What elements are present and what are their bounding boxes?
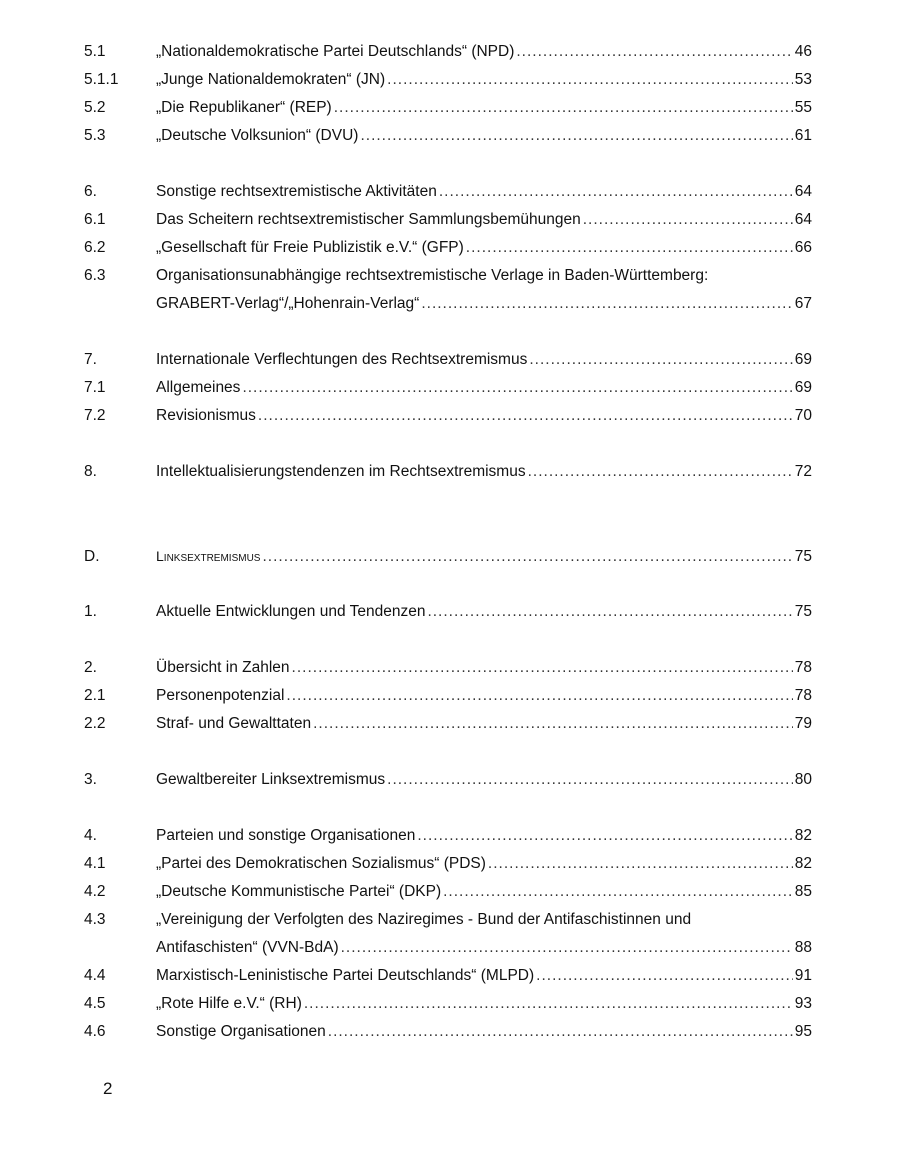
entry-title: Marxistisch-Leninistische Partei Deutschlands“ (MLPD) <box>156 967 535 984</box>
dot-leader <box>528 458 793 486</box>
entry-title: „Deutsche Kommunistische Partei“ (DKP) <box>156 883 442 900</box>
dot-leader <box>427 598 792 626</box>
toc-entry[interactable] <box>84 374 812 402</box>
entry-number: 4. <box>84 827 97 844</box>
chapter-title: Linksextremismus <box>156 548 261 564</box>
dot-leader <box>529 346 792 374</box>
entry-page: 75 <box>794 548 812 565</box>
entry-title: Organisationsunabhängige rechtsextremistische Verlage in Baden-Württemberg: <box>156 267 709 284</box>
entry-title: „Nationaldemokratische Partei Deutschlands“ (NPD) <box>156 43 515 60</box>
entry-title: Sonstige Organisationen <box>156 1023 326 1040</box>
entry-number: 4.5 <box>84 995 106 1012</box>
entry-title: „Vereinigung der Verfolgten des Naziregimes - Bund der Antifaschistinnen und <box>156 911 692 928</box>
entry-number: 8. <box>84 463 97 480</box>
toc-entry[interactable] <box>84 402 812 430</box>
toc-entry[interactable] <box>84 1018 812 1046</box>
entry-number: 4.1 <box>84 855 106 872</box>
page-number: 2 <box>103 1079 113 1098</box>
entry-page: 69 <box>794 379 812 396</box>
entry-page: 88 <box>794 939 812 956</box>
toc-entry[interactable] <box>84 234 812 262</box>
dot-leader <box>341 934 793 962</box>
entry-page: 93 <box>794 995 812 1012</box>
toc-entry[interactable] <box>84 682 812 710</box>
entry-number: 4.6 <box>84 1023 106 1040</box>
entry-title: Übersicht in Zahlen <box>156 659 290 676</box>
toc-entry-continuation[interactable] <box>84 934 812 962</box>
dot-leader <box>466 234 793 262</box>
entry-title: Parteien und sonstige Organisationen <box>156 827 416 844</box>
entry-page: 46 <box>794 43 812 60</box>
entry-page: 78 <box>794 687 812 704</box>
entry-title-cont: GRABERT-Verlag“/„Hohenrain-Verlag“ <box>156 295 420 312</box>
toc-entry[interactable] <box>84 262 812 290</box>
dot-leader <box>258 402 793 430</box>
dot-leader <box>328 1018 793 1046</box>
entry-page: 75 <box>794 603 812 620</box>
entry-page: 69 <box>794 351 812 368</box>
entry-page: 61 <box>794 127 812 144</box>
entry-number: 6.1 <box>84 211 106 228</box>
entry-title: „Deutsche Volksunion“ (DVU) <box>156 127 359 144</box>
toc-entry[interactable] <box>84 206 812 234</box>
entry-number: 6.2 <box>84 239 106 256</box>
entry-number: 2. <box>84 659 97 676</box>
entry-title: Straf- und Gewalttaten <box>156 715 312 732</box>
dot-leader <box>262 543 792 571</box>
entry-number: 3. <box>84 771 97 788</box>
entry-page: 78 <box>794 659 812 676</box>
toc-entry[interactable] <box>84 598 812 626</box>
dot-leader <box>242 374 792 402</box>
entry-page: 80 <box>794 771 812 788</box>
dot-leader <box>387 766 793 794</box>
toc-entry[interactable] <box>84 122 812 150</box>
entry-page: 66 <box>794 239 812 256</box>
entry-number: 5.1.1 <box>84 71 119 88</box>
entry-page: 82 <box>794 827 812 844</box>
dot-leader <box>304 990 793 1018</box>
dot-leader <box>360 122 792 150</box>
dot-leader <box>292 654 793 682</box>
toc-entry[interactable] <box>84 178 812 206</box>
entry-number: 2.2 <box>84 715 106 732</box>
entry-title: Revisionismus <box>156 407 256 424</box>
entry-title: „Junge Nationaldemokraten“ (JN) <box>156 71 386 88</box>
entry-page: 91 <box>794 967 812 984</box>
dot-leader <box>443 878 793 906</box>
entry-page: 82 <box>794 855 812 872</box>
entry-number: 2.1 <box>84 687 106 704</box>
toc-entry[interactable] <box>84 94 812 122</box>
entry-page: 95 <box>794 1023 812 1040</box>
entry-title: Personenpotenzial <box>156 687 285 704</box>
entry-number: 5.1 <box>84 43 106 60</box>
entry-title: „Die Republikaner“ (REP) <box>156 99 332 116</box>
entry-page: 85 <box>794 883 812 900</box>
entry-title: Internationale Verflechtungen des Rechtsextremismus <box>156 351 528 368</box>
entry-title: Das Scheitern rechtsextremistischer Sammlungsbemühungen <box>156 211 581 228</box>
dot-leader <box>334 94 793 122</box>
toc-entry[interactable] <box>84 38 812 66</box>
entry-number: 7.2 <box>84 407 106 424</box>
toc-entry[interactable] <box>84 346 812 374</box>
entry-number: 5.3 <box>84 127 106 144</box>
entry-number: 4.4 <box>84 967 106 984</box>
toc-entry[interactable] <box>84 654 812 682</box>
toc-chapter[interactable] <box>84 542 812 570</box>
entry-number: 6. <box>84 183 97 200</box>
entry-number: 4.3 <box>84 911 106 928</box>
entry-number: 6.3 <box>84 267 106 284</box>
entry-page: 55 <box>794 99 812 116</box>
entry-number: 7.1 <box>84 379 106 396</box>
toc-entry[interactable] <box>84 458 812 486</box>
toc-entry[interactable] <box>84 766 812 794</box>
entry-page: 64 <box>794 183 812 200</box>
entry-title: Intellektualisierungstendenzen im Rechtsextremismus <box>156 463 526 480</box>
dot-leader <box>439 178 793 206</box>
toc-entry[interactable] <box>84 66 812 94</box>
entry-page: 72 <box>794 463 812 480</box>
dot-leader <box>536 962 793 990</box>
entry-page: 53 <box>794 71 812 88</box>
entry-number: 1. <box>84 603 97 620</box>
entry-number: 7. <box>84 351 97 368</box>
toc-entry[interactable] <box>84 710 812 738</box>
toc-entry[interactable] <box>84 878 812 906</box>
entry-page: 67 <box>794 295 812 312</box>
entry-title-cont: Antifaschisten“ (VVN-BdA) <box>156 939 339 956</box>
toc-entry[interactable] <box>84 850 812 878</box>
dot-leader <box>516 38 792 66</box>
toc-entry-continuation[interactable] <box>84 290 812 318</box>
dot-leader <box>488 850 793 878</box>
entry-title: „Gesellschaft für Freie Publizistik e.V.“ (GFP) <box>156 239 464 256</box>
dot-leader <box>417 822 792 850</box>
dot-leader <box>583 206 793 234</box>
entry-title: Gewaltbereiter Linksextremismus <box>156 771 386 788</box>
toc-entry[interactable] <box>84 962 812 990</box>
entry-title: Allgemeines <box>156 379 241 396</box>
entry-page: 70 <box>794 407 812 424</box>
entry-title: Aktuelle Entwicklungen und Tendenzen <box>156 603 426 620</box>
toc-entry[interactable] <box>84 990 812 1018</box>
dot-leader <box>286 682 792 710</box>
entry-number: 5.2 <box>84 99 106 116</box>
dot-leader <box>387 66 793 94</box>
entry-title: „Rote Hilfe e.V.“ (RH) <box>156 995 302 1012</box>
entry-title: Sonstige rechtsextremistische Aktivitäten <box>156 183 437 200</box>
dot-leader <box>313 710 793 738</box>
entry-number: 4.2 <box>84 883 106 900</box>
dot-leader <box>421 290 792 318</box>
table-of-contents <box>84 38 812 1046</box>
chapter-letter: D. <box>84 548 100 565</box>
entry-page: 79 <box>794 715 812 732</box>
entry-title: „Partei des Demokratischen Sozialismus“ (PDS) <box>156 855 486 872</box>
entry-page: 64 <box>794 211 812 228</box>
toc-entry[interactable] <box>84 906 812 934</box>
toc-entry[interactable] <box>84 822 812 850</box>
